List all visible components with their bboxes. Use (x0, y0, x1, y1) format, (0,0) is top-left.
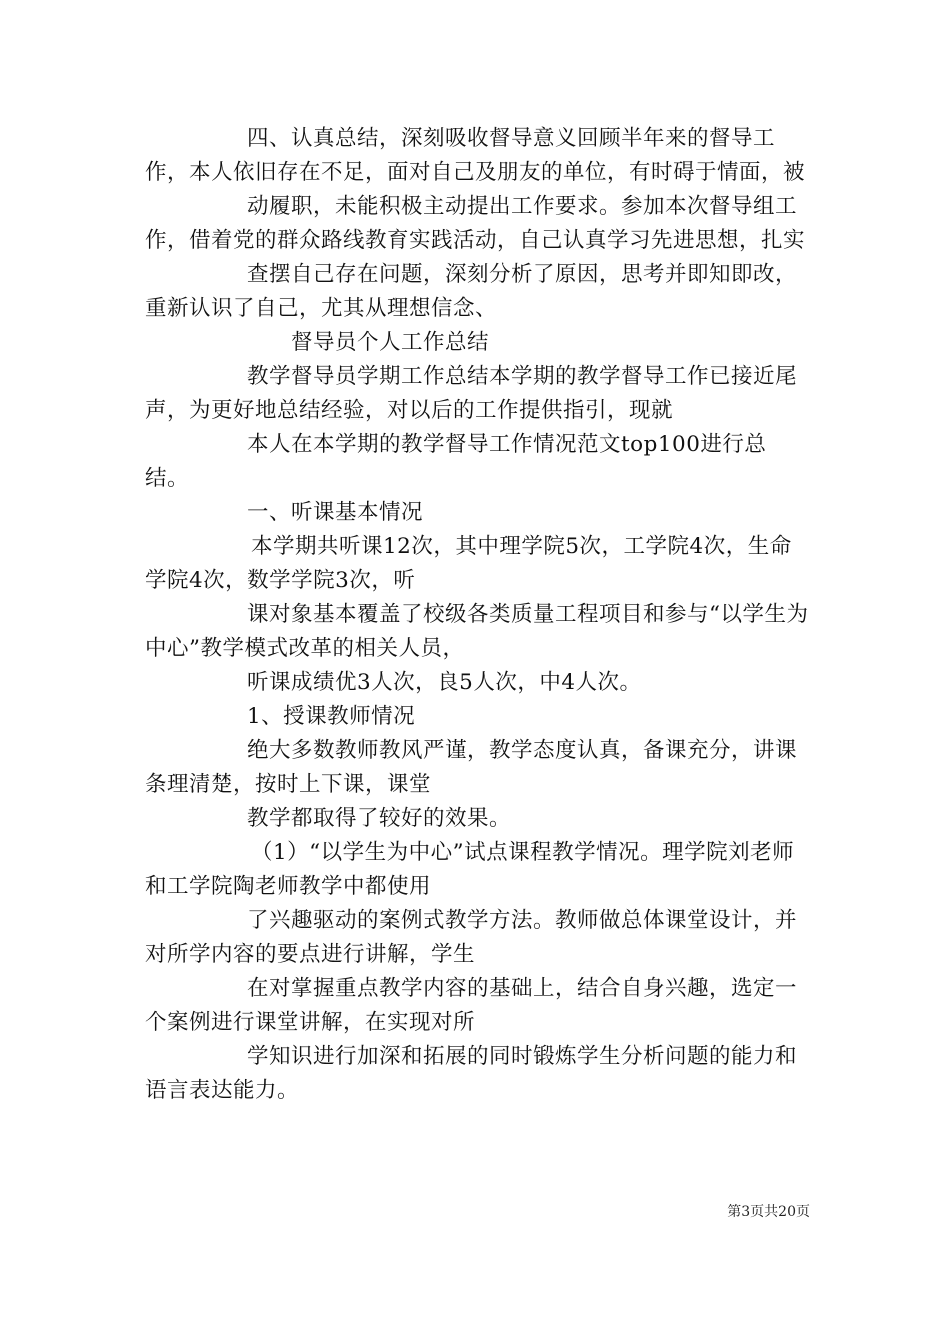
paragraph-semester-summary: 本人在本学期的教学督导工作情况范文top100进行总结。 (145, 432, 767, 491)
paragraph-semester-intro: 教学督导员学期工作总结本学期的教学督导工作已接近尾声，为更好地总结经验，对以后的工作提供指引，现就 (145, 364, 798, 423)
paragraph-lecture-grades: 听课成绩优3人次，良5人次，中4人次。 (247, 670, 642, 695)
heading-teacher-situation: 1、授课教师情况 (247, 704, 416, 729)
paragraph-pilot-course: （1）“以学生为中心”试点课程教学情况。理学院刘老师和工学院陶老师教学中都使用 (145, 840, 795, 899)
document-body (145, 122, 810, 1108)
paragraph-teacher-attitude: 绝大多数教师教风严谨，教学态度认真，备课充分，讲课条理清楚，按时上下课，课堂 (145, 738, 798, 797)
paragraph-summary-continued: 动履职，未能积极主动提出工作要求。参加本次督导组工作，借着党的群众路线教育实践活动，自己认真学习先进思想，扎实 (145, 194, 806, 253)
paragraph-pilot-case: 在对掌握重点教学内容的基础上，结合自身兴趣，选定一个案例进行课堂讲解，在实现对所 (145, 976, 798, 1035)
paragraph-lecture-count: 本学期共听课12次，其中理学院5次，工学院4次，生命学院4次，数学学院3次，听 (145, 534, 792, 593)
heading-lecture-overview: 一、听课基本情况 (247, 500, 424, 525)
paragraph-lecture-coverage: 课对象基本覆盖了校级各类质量工程项目和参与“以学生为中心”教学模式改革的相关人员， (145, 602, 809, 661)
page-number: 第3页共20页 (727, 1204, 810, 1220)
section-title: 督导员个人工作总结 (291, 330, 490, 355)
paragraph-pilot-outcome: 学知识进行加深和拓展的同时锻炼学生分析问题的能力和语言表达能力。 (145, 1044, 798, 1103)
paragraph-summary-reflection: 查摆自己存在问题，深刻分析了原因，思考并即知即改，重新认识了自己，尤其从理想信念、 (145, 262, 798, 321)
paragraph-pilot-method: 了兴趣驱动的案例式教学方法。教师做总体课堂设计，并对所学内容的要点进行讲解，学生 (145, 908, 798, 967)
paragraph-summary-intro: 四、认真总结，深刻吸收督导意义回顾半年来的督导工作，本人依旧存在不足，面对自己及朋友的单位，有时碍于情面，被 (145, 126, 806, 185)
paragraph-teacher-effect: 教学都取得了较好的效果。 (247, 806, 512, 831)
